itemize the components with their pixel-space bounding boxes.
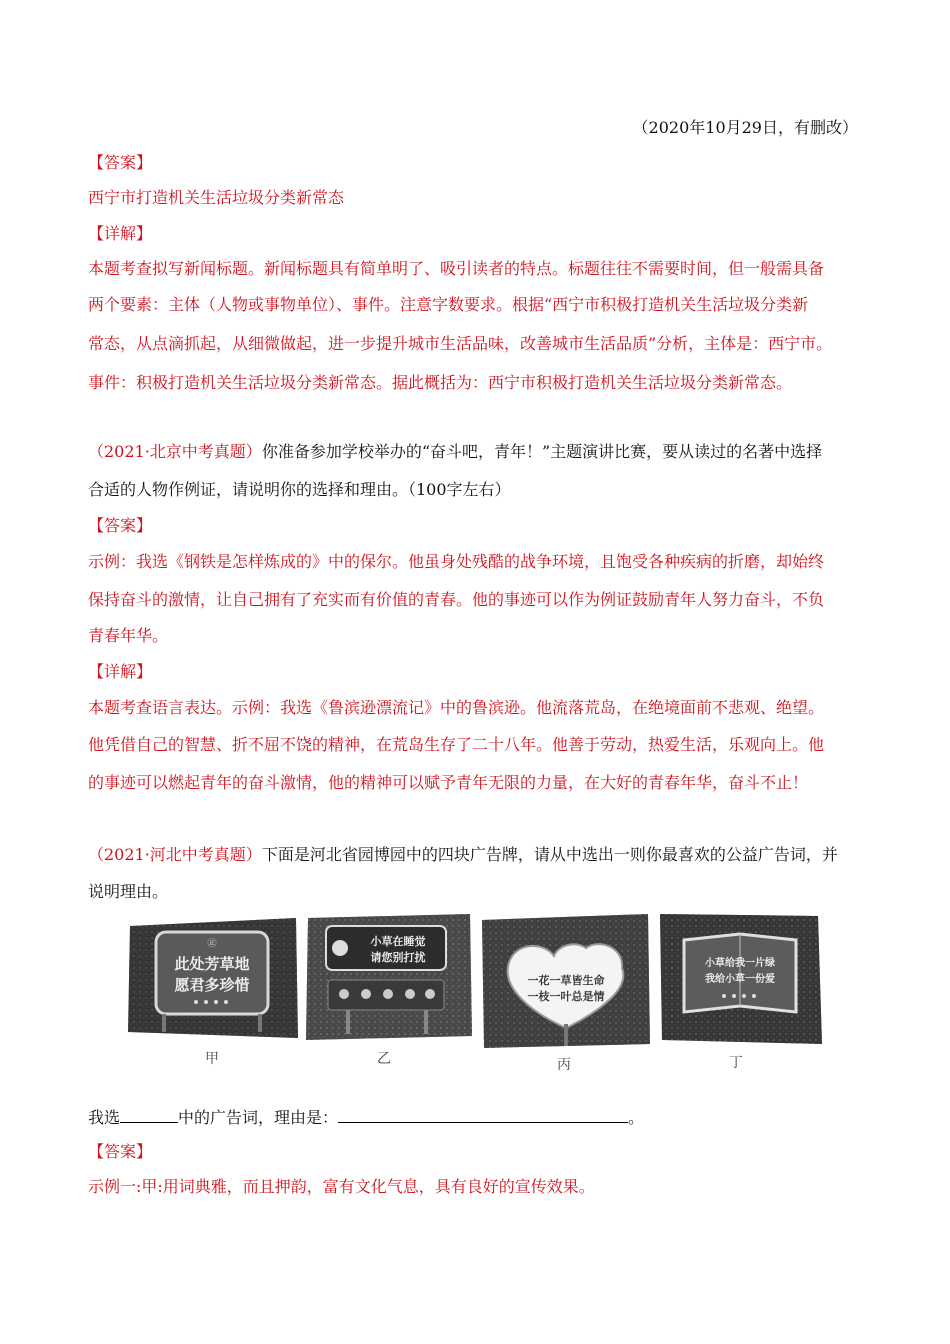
q2-detail-line: 本题考查语言表达。示例：我选《鲁滨逊漂流记》中的鲁滨逊。他流落荒岛，在绝境面前不悲观、绝望。 [88,698,825,717]
sign-caption: 甲 [205,1051,219,1067]
q3-question-line [88,845,878,865]
q1-detail-line: 常态，从点滴抓起，从细微做起，进一步提升城市生活品味，改善城市生活品质”分析，主体是：西宁市。 [88,334,833,353]
sign-caption: 丙 [557,1057,571,1073]
sign-bing-line: 一花一草皆生命 [527,974,605,987]
q3-answer-tag: 【答案】 [88,1142,153,1161]
sign-ding-line: 小草给我一片绿 [705,958,775,969]
sign-ding-line: 我给小草一份爱 [705,974,775,985]
sign-bing-line: 一枝一叶总是情 [527,990,605,1003]
q1-answer-tag: 【答案】 [88,153,153,172]
sign-jia-mark: ㊣ [207,939,217,949]
q2-detail-tag: 【详解】 [88,662,153,681]
q2-detail-line: 的事迹可以燃起青年的奋斗激情，他的精神可以赋予青年无限的力量，在大好的青春年华，奋斗不止！ [88,773,809,792]
sign-yi-line: 小草在睡觉 [370,935,426,948]
q1-detail-line: 事件：积极打造机关生活垃圾分类新常态。据此概括为：西宁市积极打造机关生活垃圾分类新常态。 [88,373,793,392]
q3-question-line2: 说明理由。 [88,882,169,901]
q2-question-line2: 合适的人物作例证，请说明你的选择和理由。（100字左右） [88,480,511,499]
source-note: （2020年10月29日，有删改） [632,118,858,137]
sign-yi-line: 请您别打扰 [370,951,426,964]
q1-answer: 西宁市打造机关生活垃圾分类新常态 [88,188,345,207]
sign-yi-photo [306,912,474,1040]
fill-end: 。 [628,1108,645,1127]
q2-answer-tag: 【答案】 [88,516,153,535]
q2-detail-line: 他凭借自己的智慧、折不屈不饶的精神，在荒岛生存了二十八年。他善于劳动，热爱生活，乐观向上。他 [88,735,825,754]
fill-prefix: 我选 [88,1108,121,1127]
q2-question-line [88,442,878,462]
sign-jia [126,912,298,1067]
sign-caption: 丁 [729,1055,743,1071]
fill-mid: 中的广告词，理由是： [178,1108,339,1127]
sign-jia-line: 此处芳草地 [174,955,250,973]
q1-detail-line: 两个要素：主体（人物或事物单位）、事件。注意字数要求。根据“西宁市积极打造机关生活垃圾分类新 [88,295,809,314]
q2-source: （2021·北京中考真题） [88,442,262,461]
choice-blank[interactable] [120,1106,178,1123]
q2-answer-line: 示例：我选《钢铁是怎样炼成的》中的保尔。他虽身处残酷的战争环境，且饱受各种疾病的折磨，却始终 [88,552,825,571]
sign-bing [482,912,650,1073]
sign-jia-photo [126,912,298,1040]
q3-answer-example: 示例一:甲:用词典雅，而且押韵，富有文化气息，具有良好的宣传效果。 [88,1177,595,1196]
sign-bing-photo [482,912,650,1048]
q1-detail-line: 本题考查拟写新闻标题。新闻标题具有简单明了、吸引读者的特点。标题往往不需要时间，但一般需具备 [88,259,825,278]
sign-ding-photo [658,912,822,1046]
sign-photos [126,912,826,1072]
q3-source: （2021·河北中考真题） [88,845,262,864]
q2-answer-line: 保持奋斗的激情，让自己拥有了充实而有价值的青春。他的事迹可以作为例证鼓励青年人努力奋斗，不负 [88,590,825,609]
q1-detail-tag: 【详解】 [88,224,153,243]
sign-yi [306,912,474,1067]
sign-caption: 乙 [377,1051,391,1067]
q3-fill-line [88,1106,878,1128]
q2-answer-line: 青春年华。 [88,626,169,645]
sign-jia-line: 愿君多珍惜 [174,976,250,994]
q3-question-text: 下面是河北省园博园中的四块广告牌，请从中选出一则你最喜欢的公益广告词，并 [261,845,838,864]
q2-question-text: 你准备参加学校举办的“奋斗吧，青年！”主题演讲比赛，要从读过的名著中选择 [261,442,823,461]
sign-ding [658,912,822,1071]
reason-blank[interactable] [338,1106,628,1123]
